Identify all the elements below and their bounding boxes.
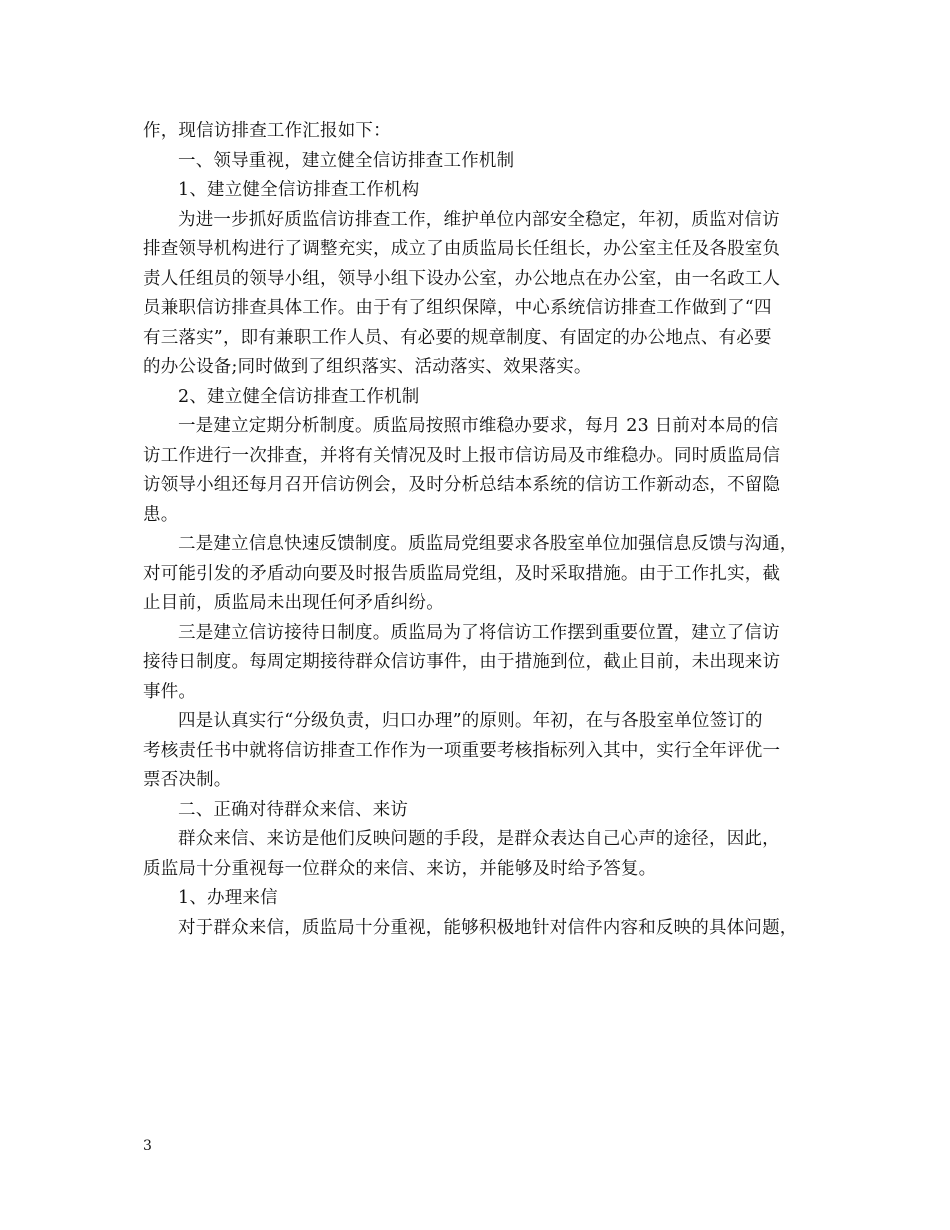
text-line: 为进一步抓好质监信访排查工作，维护单位内部安全稳定，年初，质监对信访: [178, 209, 780, 230]
text-line: 对可能引发的矛盾动向要及时报告质监局党组，及时采取措施。由于工作扎实，截: [143, 563, 781, 584]
text-line: 访领导小组还每月召开信访例会，及时分析总结本系统的信访工作新动态，不留隐: [143, 475, 781, 495]
text-line: 的办公设备;同时做到了组织落实、活动落实、效果落实。: [143, 357, 592, 377]
text-line: 对于群众来信，质监局十分重视，能够积极地针对信件内容和反映的具体问题，: [178, 917, 798, 938]
text-line: 员兼职信访排查具体工作。由于有了组织保障，中心系统信访排查工作做到了“四: [143, 298, 772, 318]
text-line: 责人任组员的领导小组，领导小组下设办公室，办公地点在办公室，由一名政工人: [143, 268, 781, 289]
document-body: [143, 117, 823, 943]
page-number: 3: [143, 1138, 152, 1154]
text-line: 有三落实”，即有兼职工作人员、有必要的规章制度、有固定的办公地点、有必要: [143, 327, 772, 348]
text-line: 票否决制。: [143, 770, 232, 790]
text-line: 二是建立信息快速反馈制度。质监局党组要求各股室单位加强信息反馈与沟通，: [178, 534, 798, 554]
text-line: 质监局十分重视每一位群众的来信、来访，并能够及时给予答复。: [143, 858, 657, 879]
subsection-heading: 1、办理来信: [178, 888, 278, 908]
text-line: 患。: [143, 504, 179, 525]
text-line: 事件。: [143, 681, 197, 702]
text-line: 四是认真实行“分级负责，归口办理”的原则。年初，在与各股室单位签订的: [178, 711, 763, 731]
text-line: 接待日制度。每周定期接待群众信访事件，由于措施到位，截止目前，未出现来访: [143, 652, 781, 672]
text-line: 三是建立信访接待日制度。质监局为了将信访工作摆到重要位置，建立了信访: [178, 622, 780, 643]
text-line: 一是建立定期分析制度。质监局按照市维稳办要求，每月 23 日前对本局的信: [178, 416, 779, 436]
text-line: 访工作进行一次排查，并将有关情况及时上报市信访局及市维稳办。同时质监局信: [143, 445, 781, 466]
text-line: 作，现信访排查工作汇报如下：: [143, 121, 391, 141]
subsection-heading: 2、建立健全信访排查工作机制: [178, 386, 420, 407]
section-heading: 一、领导重视，建立健全信访排查工作机制: [178, 150, 515, 171]
text-line: 排查领导机构进行了调整充实，成立了由质监局长任组长，办公室主任及各股室负: [143, 239, 781, 259]
section-heading: 二、正确对待群众来信、来访: [178, 799, 409, 820]
text-line: 止目前，质监局未出现任何矛盾纠纷。: [143, 593, 444, 613]
text-line: 群众来信、来访是他们反映问题的手段，是群众表达自己心声的途径，因此，: [178, 829, 780, 849]
text-line: 考核责任书中就将信访排查工作作为一项重要考核指标列入其中，实行全年评优一: [143, 740, 781, 761]
subsection-heading: 1、建立健全信访排查工作机构: [178, 180, 420, 200]
